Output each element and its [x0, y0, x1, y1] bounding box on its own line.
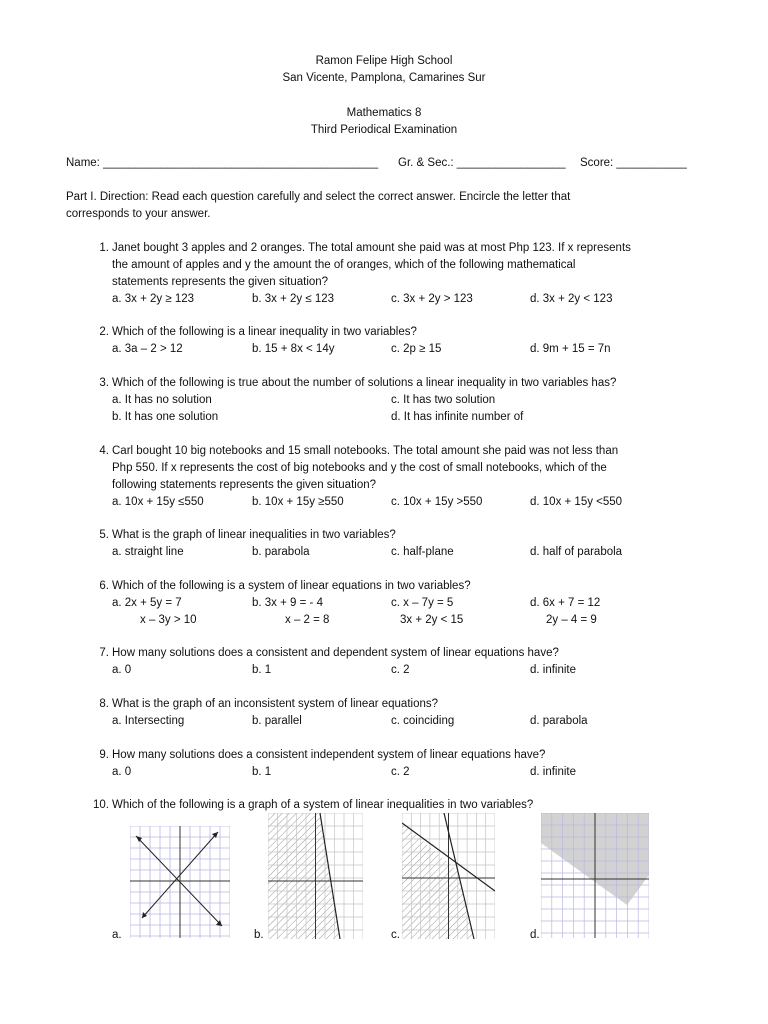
- direction-line-1: Part I. Direction: Read each question carefully and select the correct answer. Encircle the letter that: [66, 191, 571, 203]
- graph-d[interactable]: [541, 813, 649, 938]
- option-d[interactable]: d. infinite: [530, 766, 577, 778]
- option-b[interactable]: b. 1: [252, 664, 272, 676]
- question-text: the amount of apples and y the amount the of oranges, which of the following mathematical: [112, 259, 576, 271]
- option-b[interactable]: b. 3x + 9 = - 4: [252, 597, 323, 609]
- question-text: Which of the following is a system of linear equations in two variables?: [112, 580, 471, 592]
- option-b[interactable]: b. 15 + 8x < 14y: [252, 343, 335, 355]
- question-text: Php 550. If x represents the cost of big notebooks and y the cost of small notebooks, which of the: [112, 462, 607, 474]
- option-d[interactable]: d. It has infinite number of: [391, 411, 524, 423]
- question-text: What is the graph of linear inequalities in two variables?: [112, 529, 396, 541]
- question-number: 1.: [99, 242, 109, 254]
- graph-label-c[interactable]: c.: [391, 929, 400, 941]
- graph-label-a[interactable]: a.: [112, 929, 122, 941]
- section-field: Gr. & Sec.: _________________: [398, 157, 566, 169]
- option-d[interactable]: d. 3x + 2y < 123: [530, 293, 613, 305]
- option-a[interactable]: a. straight line: [112, 546, 184, 558]
- option-c[interactable]: c. 2: [391, 766, 410, 778]
- option-a[interactable]: a. Intersecting: [112, 715, 185, 727]
- question-number: 6.: [99, 580, 109, 592]
- option-c-line-2: 3x + 2y < 15: [400, 614, 464, 626]
- option-b[interactable]: b. 3x + 2y ≤ 123: [252, 293, 335, 305]
- question-number: 2.: [99, 326, 109, 338]
- option-c[interactable]: c. 2p ≥ 15: [391, 343, 442, 355]
- question-text: Which of the following is true about the number of solutions a linear inequality in two variables has?: [112, 377, 617, 389]
- graph-label-b[interactable]: b.: [254, 929, 264, 941]
- question-text: What is the graph of an inconsistent system of linear equations?: [112, 698, 439, 710]
- graph-label-d[interactable]: d.: [530, 929, 540, 941]
- option-a-line-2: x – 3y > 10: [140, 614, 197, 626]
- question-text: Which of the following is a graph of a system of linear inequalities in two variables?: [112, 799, 534, 811]
- score-field: Score: ___________: [580, 157, 687, 169]
- option-a[interactable]: a. 10x + 15y ≤550: [112, 496, 204, 508]
- question-number: 10.: [93, 799, 109, 811]
- option-d[interactable]: d. infinite: [530, 664, 577, 676]
- question-text: How many solutions does a consistent and dependent system of linear equations have?: [112, 647, 559, 659]
- option-b-line-2: x – 2 = 8: [285, 614, 330, 626]
- question-text: How many solutions does a consistent independent system of linear equations have?: [112, 749, 546, 761]
- name-field: Name: ___________________________________________: [66, 157, 379, 169]
- school-name: Ramon Felipe High School: [315, 55, 453, 67]
- option-c[interactable]: c. 10x + 15y >550: [391, 496, 483, 508]
- option-d[interactable]: d. 9m + 15 = 7n: [530, 343, 611, 355]
- option-b[interactable]: b. It has one solution: [112, 411, 219, 423]
- option-b[interactable]: b. parallel: [252, 715, 302, 727]
- option-d-line-2: 2y – 4 = 9: [546, 614, 597, 626]
- question-text: Janet bought 3 apples and 2 oranges. The total amount she paid was at most Php 123. If x represents: [112, 242, 631, 254]
- school-address: San Vicente, Pamplona, Camarines Sur: [282, 72, 486, 84]
- option-a[interactable]: a. 2x + 5y = 7: [112, 597, 182, 609]
- option-c[interactable]: c. x – 7y = 5: [391, 597, 454, 609]
- option-d[interactable]: d. half of parabola: [530, 546, 623, 558]
- question-number: 5.: [99, 529, 109, 541]
- option-c[interactable]: c. coinciding: [391, 715, 455, 727]
- option-c[interactable]: c. 3x + 2y > 123: [391, 293, 473, 305]
- question-number: 8.: [99, 698, 109, 710]
- option-d[interactable]: d. parabola: [530, 715, 588, 727]
- option-c[interactable]: c. half-plane: [391, 546, 454, 558]
- graph-c[interactable]: [402, 813, 495, 939]
- direction-line-2: corresponds to your answer.: [66, 208, 211, 220]
- question-text: Carl bought 10 big notebooks and 15 small notebooks. The total amount she paid was not less than: [112, 445, 619, 457]
- option-c[interactable]: c. 2: [391, 664, 410, 676]
- graph-b[interactable]: [268, 813, 363, 939]
- question-text: following statements represents the given situation?: [112, 479, 377, 491]
- option-a[interactable]: a. 0: [112, 766, 132, 778]
- question-number: 7.: [99, 647, 109, 659]
- graph-a[interactable]: [130, 826, 230, 938]
- option-a[interactable]: a. 3a – 2 > 12: [112, 343, 183, 355]
- question-number: 4.: [99, 445, 109, 457]
- option-d[interactable]: d. 10x + 15y <550: [530, 496, 623, 508]
- option-a[interactable]: a. 0: [112, 664, 132, 676]
- option-b[interactable]: b. 10x + 15y ≥550: [252, 496, 344, 508]
- option-b[interactable]: b. parabola: [252, 546, 310, 558]
- option-b[interactable]: b. 1: [252, 766, 272, 778]
- option-c[interactable]: c. It has two solution: [391, 394, 496, 406]
- question-text: statements represents the given situation?: [112, 276, 329, 288]
- option-a[interactable]: a. It has no solution: [112, 394, 212, 406]
- question-text: Which of the following is a linear inequality in two variables?: [112, 326, 417, 338]
- question-number: 9.: [99, 749, 109, 761]
- exam-title: Third Periodical Examination: [310, 124, 458, 136]
- option-d[interactable]: d. 6x + 7 = 12: [530, 597, 601, 609]
- option-a[interactable]: a. 3x + 2y ≥ 123: [112, 293, 195, 305]
- subject-title: Mathematics 8: [346, 107, 422, 119]
- question-number: 3.: [99, 377, 109, 389]
